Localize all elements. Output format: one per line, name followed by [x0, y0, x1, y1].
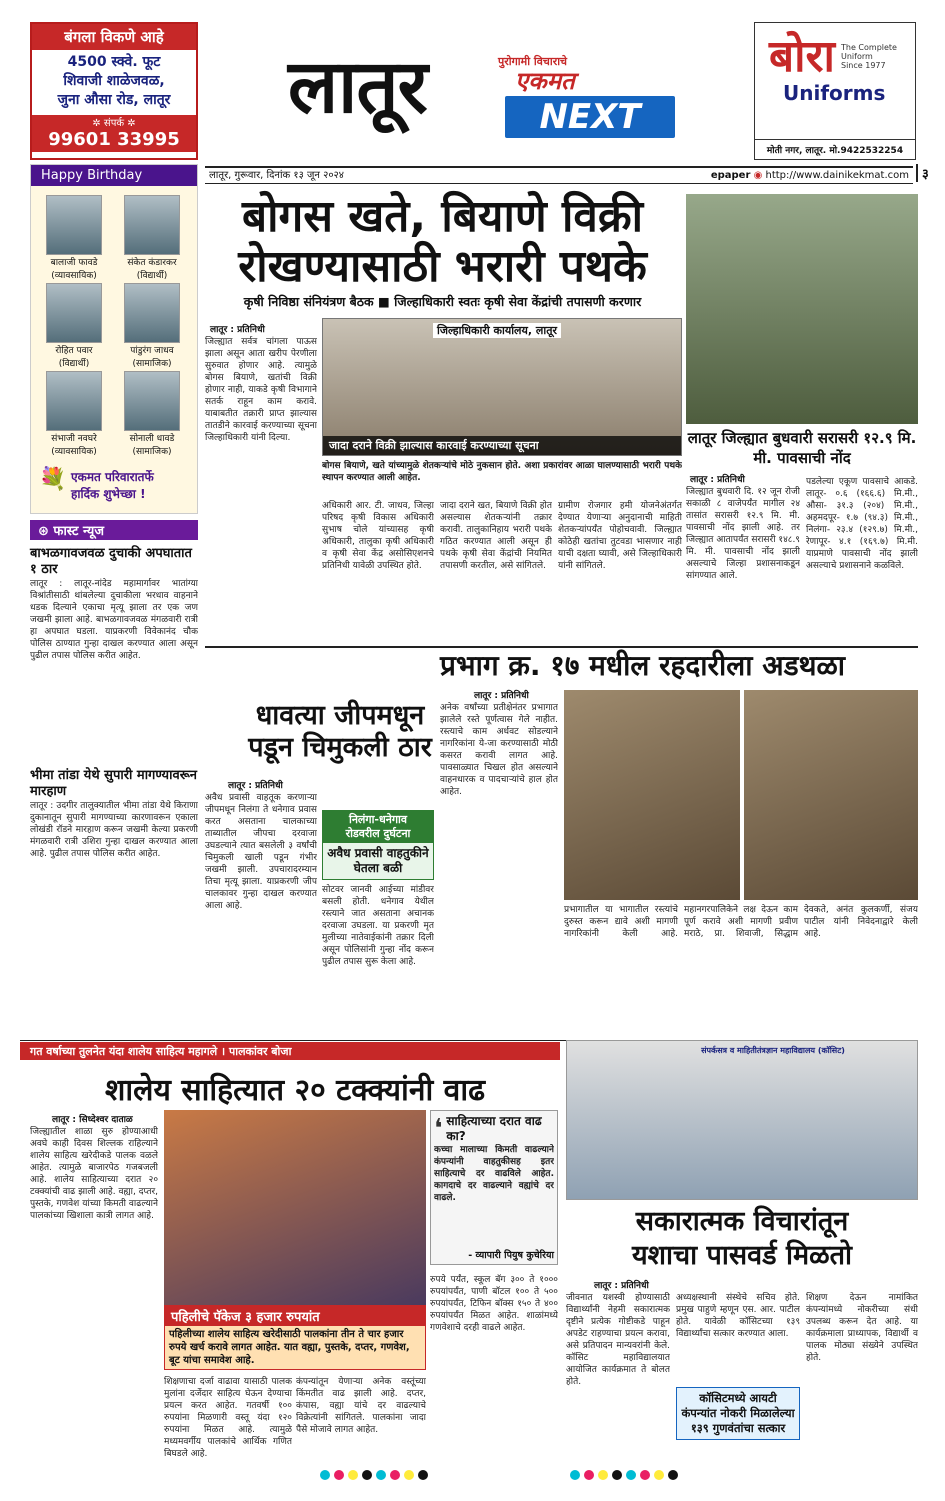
quote-icon: ❛	[434, 1114, 443, 1144]
ward-body: प्रभागातील या भागातील रस्त्यांचे दुरुस्त करून द्यावे अशी मागणी नागरिकांनी केली आहे. महानगरपालिकेने लक्ष देऊन काम पूर्ण करावे अशी मागणी प्रवीण मराठे, प्रा. शिवाजी, सिद्धाम देवकते, अनंत कुलकर्णी, संजय पाटील यांनी निवेदनाद्वारे केली आहे.	[564, 905, 918, 939]
positive-headline: सकारात्मक विचारांतून यशाचा पासवर्ड मिळतो	[631, 1206, 853, 1271]
ad-line: शिवाजी शाळेजवळ,	[63, 73, 165, 89]
rain-headline: लातूर जिल्ह्यात बुधवारी सरासरी १२.९ मि. मी. पावसाची नोंद	[687, 429, 917, 467]
birthday-greeting: एकमत परिवारातर्फे हार्दिक शुभेच्छा !	[71, 470, 154, 501]
jeep-byline: लातूर : प्रतिनिधी	[228, 781, 283, 791]
masthead-next-logo: NEXT	[505, 96, 675, 138]
road-photo	[744, 690, 918, 900]
quote-attribution: - व्यापारी पियुष कुचेरिया	[468, 1250, 554, 1261]
rain-byline: लातूर : प्रतिनिधी	[690, 475, 745, 485]
uniform-address: मोती नगर, लातूर. मो.9422532254	[755, 139, 915, 159]
package-headline: पहिलीचे पॅकेज ३ हजार रुपयांत	[165, 1306, 425, 1326]
birthday-person: पांडुरंग जाधव (सामाजिक)	[119, 283, 185, 369]
lead-byline: लातूर : प्रतिनिधी	[210, 325, 265, 335]
fast-news-header: ⊛ फास्ट न्यूज	[30, 520, 198, 540]
bouquet-icon: 💐	[39, 467, 67, 492]
ad-heading: बंगला विकणे आहे	[32, 24, 196, 50]
meeting-photo	[322, 318, 682, 456]
person-photo	[46, 195, 102, 255]
lead-dek: कृषी निविष्ठा संनियंत्रण बैठक ■ जिल्हाधिकारी स्वतः कृषी सेवा केंद्रांची तपासणी करणार	[243, 294, 642, 309]
positive-body: शिक्षण देऊन नामांकित कंपन्यांमध्ये नोकरीच्या संधी उपलब्ध करून देत आहे. या कार्यक्रमाला प्राध्यापक, विद्यार्थी व पालक मोठ्या संख्येने उपस्थित होते.	[806, 1293, 918, 1363]
jeep-box-head: निलंगा-धनेगाव रोडवरील दुर्घटना	[323, 811, 433, 843]
uniform-logo: बोरा	[769, 31, 835, 82]
news-headline: भीमा तांडा येथे सुपारी मागण्यावरून मारहाण	[30, 768, 198, 799]
birthday-title: Happy Birthday	[31, 165, 197, 186]
positive-body: जीवनात यशस्वी होण्यासाठी विद्यार्थ्यांनी नेहमी सकारात्मक दृष्टीने प्रत्येक गोष्टीकडे पाहून अपडेट राहण्याचा प्रयत्न करावा, असे प्रतिपादन मान्यवरांनी केले. कॉसिट महाविद्यालयात आयोजित कार्यक्रमात ते बोलत होते.	[566, 1293, 670, 1387]
photo-sign: जिल्हाधिकारी कार्यालय, लातूर	[433, 323, 561, 338]
school-body: कंपन्यांतून येणाऱ्या अनेक वस्तूंच्या किंमतीत वाढ झाली आहे. दप्तर, कंपास, वह्या यांचे दर वाढल्याचे विक्रेत्यांनी सांगितले. पालकांना जादा पैसे मोजावे लागत आहेत.	[296, 1377, 426, 1435]
fast-news-list	[30, 546, 198, 1026]
lead-body: जादा दराने खत, बियाणे विक्री होत असल्यास शेतकऱ्यांनी तक्रार करावी. तालुकानिहाय भरारी पथके गठित करण्यात आली असून ही पथके कृषी सेवा केंद्रांची नियमित तपासणी करतील, असे सांगितले.	[440, 501, 552, 571]
masthead-tagline: पुरोगामी विचाराचे	[498, 55, 568, 68]
birthday-person: सोनाली धावडे (सामाजिक)	[119, 371, 185, 457]
jobs-felicitation-box: कॉसिटमध्ये आयटी कंपन्यांत नोकरी मिळालेल्या १३९ गुणवंतांचा सत्कार	[676, 1387, 800, 1440]
school-byline: लातूर : सिध्देश्वर दाताळ	[52, 1115, 133, 1125]
rain-body: जिल्ह्यात बुधवारी दि. १२ जून रोजी सकाळी ८ वाजेपर्यंत मागील २४ तासांत सरासरी १२.९ मि. मी. पावसाची नोंद झाली आहे. तर जिल्ह्यात आतापर्यंत सरासरी १४८.९ मि. मी. पावसाची नोंद झाली असल्याचे जिल्हा प्रशासनाकडून सांगण्यात आले.	[686, 487, 800, 581]
birthday-person: संकेत कंडारकर (विद्यार्थी)	[119, 195, 185, 281]
school-headline: शालेय साहित्यात २० टक्क्यांनी वाढ	[104, 1073, 486, 1108]
birthday-panel	[30, 164, 198, 514]
positive-byline: लातूर : प्रतिनिधी	[594, 1281, 649, 1291]
masthead-title: लातूर	[288, 44, 427, 130]
person-photo	[124, 283, 180, 343]
masthead-paper-name: एकमत	[515, 67, 575, 95]
page-number: ३	[916, 164, 932, 182]
epaper-label: epaper	[710, 170, 751, 181]
issue-date: लातूर, गुरूवार, दिनांक १३ जून २०२४	[209, 170, 344, 181]
color-registration-marks	[320, 1470, 428, 1480]
chevron-icon: ⊛	[38, 524, 54, 539]
school-body: शिक्षणाचा दर्जा वाढावा यासाठी पालक मुलांना दर्जेदार साहित्य घेऊन देण्याचा प्रयत्न करत आहेत. गतवर्षी १०० रुपयांना मिळणारी वस्तू यंदा १२० रुपयांना मिळत आहे. त्यामुळे मध्यमवर्गीय पालकांचे आर्थिक गणित बिघडले आहे.	[164, 1377, 292, 1459]
rain-body: पडलेल्या एकूण पावसाचे आकडे. लातूर- ०.६ (१६६.६) मि.मी., औसा- ३१.३ (२०४) मि.मी., अहमदपूर- १.७ (९४.३) मि.मी., निलंगा- २३.४ (१२९.७) मि.मी., रेणापूर- ४.१ (१६९.७) मि.मी. याप्रमाणे पावसाची नोंद झाली असल्याचे प्रशासनाने कळविले.	[806, 477, 918, 571]
news-body: लातूर : उदगीर तालुक्यातील भीमा तांडा येथे किराणा दुकानातून सुपारी मागण्याच्या कारणावरून एकाला लोखंडी रॉडने मारहाण करून जखमी केल्या प्रकरणी मंगळवारी रात्री उशिरा गुन्हा दाखल करण्यात आला आहे. पुढील तपास पोलिस करीत आहेत.	[30, 801, 198, 859]
jeep-body: अवैध प्रवासी वाहतूक करणाऱ्या जीपमधून निलंगा ते धनेगाव प्रवास करत असताना चालकाच्या ताब्यातील जीपचा दरवाजा उघडल्याने त्यात बसलेली ३ वर्षांची चिमुकली खाली पडून गंभीर जखमी झाली. उपचारादरम्यान तिचा मृत्यू झाला. याप्रकरणी जीप चालकावर गुन्हा दाखल करण्यात आला आहे.	[205, 793, 317, 911]
school-body: जिल्ह्यातील शाळा सुरु होण्याआधी अवघे काही दिवस शिल्लक राहिल्याने शालेय साहित्य खरेदीकडे पालक वळले आहेत. त्यामुळे बाजारपेठ गजबजली आहे. शालेय साहित्याच्या दरात २० टक्क्यांची वाढ झाली आहे. वह्या, दप्तर, पुस्तके, गणवेश यांच्या किमती वाढल्याने पालकांच्या खिशाला कात्री लागत आहे.	[30, 1127, 158, 1221]
news-body: लातूर : लातूर-नांदेड महामार्गावर भातांग्या विश्रांतीसाठी थांबलेल्या दुचाकीला भरधाव वाहनाने धडक दिल्याने एकाचा मृत्यू झाला तर एक जण जखमी झाला आहे. बाभळगावजवळ मंगळवारी रात्री हा अपघात घडला. याप्रकरणी विवेकानंद चौक पोलिस ठाण्यात गुन्हा दाखल करण्यात आला असून पुढील तपास पोलिस करीत आहेत.	[30, 579, 198, 661]
person-photo	[46, 283, 102, 343]
person-photo	[124, 195, 180, 255]
fallen-tree-photo	[686, 194, 918, 424]
quote-body: कच्चा मालाच्या किमती वाढल्याने कंपन्यांनी वाहतुकीसह इतर साहित्याचे दर वाढविले आहेत. कागदाचे दर वाढल्याने वह्यांचे दर वाढले.	[434, 1145, 554, 1203]
jeep-headline: धावत्या जीपमधून पडून चिमुकली ठार	[248, 700, 432, 763]
package-body: पहिलीच्या शालेय साहित्य खरेदीसाठी पालकांना तीन ते चार हजार रुपये खर्च करावे लागत आहेत. यात वह्या, पुस्तके, दप्तर, गणवेश, बूट यांचा समावेश आहे.	[169, 1329, 410, 1366]
road-photo	[564, 690, 740, 900]
ad-line: जुना औसा रोड, लातूर	[57, 92, 171, 108]
jeep-subbox	[322, 810, 434, 880]
school-banner: गत वर्षाच्या तुलनेत यंदा शालेय साहित्य महागले । पालकांवर बोजा	[20, 1042, 560, 1060]
uniform-ad	[754, 22, 916, 160]
divider	[205, 646, 918, 648]
package-box	[164, 1305, 426, 1370]
news-headline: बाभळगावजवळ दुचाकी अपघातात १ ठार	[30, 546, 192, 577]
ad-phone: 99601 33995	[32, 129, 196, 152]
quote-box	[430, 1110, 558, 1265]
lead-headline: बोगस खते, बियाणे विक्री रोखण्यासाठी भरारी पथके	[238, 191, 647, 292]
color-registration-marks	[570, 1470, 678, 1480]
dateline	[205, 166, 913, 184]
epaper-link[interactable]: http://www.dainikekmat.com	[765, 170, 909, 181]
photo-caption: बोगस बियाणे, खते यांच्यामुळे शेतकऱ्यांचे मोठे नुकसान होते. अशा प्रकारांवर आळा घालण्यासाठी भरारी पथके स्थापन करण्यात आली आहेत.	[322, 461, 682, 483]
ward-byline: लातूर : प्रतिनिधी	[474, 691, 529, 701]
person-photo	[46, 371, 102, 431]
jeep-body: सोटवर जानवी आईच्या मांडीवर बसली होती. धनेगाव येथील रस्त्याने जात असताना अचानक दरवाजा उघडला. या प्रकरणी मृत मुलीच्या नातेवाईकांनी तक्रार दिली असून पोलिसांनी गुन्हा नोंद करून पुढील तपास सुरू केला आहे.	[322, 885, 434, 967]
birthday-person: रोहित पवार (विद्यार्थी)	[41, 283, 107, 369]
lead-body: ग्रामीण रोजगार हमी योजनेअंतर्गत देण्यात येणाऱ्या अनुदानाची माहिती शेतकऱ्यांपर्यंत पोहोचवावी. जिल्ह्यात कोठेही खतांचा तुटवडा भासणार नाही याची दक्षता घ्यावी, असे जिल्हाधिकारी यांनी सांगितले.	[558, 501, 682, 571]
globe-icon: ◉	[753, 170, 763, 181]
ad-line: 4500 स्क्वे. फूट	[67, 54, 161, 70]
event-banner: संपर्कसत्र व माहितीतंत्रज्ञान महाविद्यालय (कॉसिट)	[701, 1046, 845, 1055]
property-ad	[30, 22, 198, 160]
ward-headline: प्रभाग क्र. १७ मधील रहदारीला अडथळा	[440, 649, 846, 682]
photo-caption-head: जादा दराने विक्री झाल्यास कारवाई करण्याच्या सूचना	[323, 436, 681, 455]
positive-body: अध्यक्षस्थानी संस्थेचे सचिव होते. प्रमुख पाहुणे म्हणून एस. आर. पाटील होते. यावेळी कॉसिटच्या १३९ विद्यार्थ्यांचा सत्कार करण्यात आला.	[676, 1293, 800, 1339]
jeep-box-sub: अवैध प्रवासी वाहतुकीने घेतला बळी	[327, 846, 429, 875]
uniform-brand: Uniforms	[783, 81, 886, 105]
uniform-tagline: The Complete Uniform Since 1977	[841, 43, 897, 70]
birthday-person: बालाजी फावडे (व्यावसायिक)	[41, 195, 107, 281]
lead-body: अधिकारी आर. टी. जाधव, जिल्हा परिषद कृषी विकास अधिकारी सुभाष चोले यांच्यासह कृषी अधिकारी, तालुका कृषी अधिकारी व कृषी सेवा केंद्र असोसिएशनचे प्रतिनिधी यावेळी उपस्थित होते.	[322, 501, 434, 571]
school-body: रुपये पर्यंत, स्कूल बॅग ३०० ते १००० रुपयांपर्यंत, पाणी बॉटल १०० ते ५०० रुपयांपर्यंत, टिफिन बॉक्स १५० ते ४०० रुपयांपर्यंत मिळत आहेत. शाळांमध्ये गणवेशाचे दरही वाढले आहेत.	[430, 1275, 558, 1333]
ward-body: अनेक वर्षांच्या प्रतीक्षेनंतर प्रभागात झालेले रस्ते पूर्णत्वास गेले नाहीत. रस्त्याचे काम अर्धवट सोडल्याने नागरिकांना ये-जा करण्यासाठी मोठी कसरत करावी लागत आहे. पावसाळ्यात चिखल होत असल्याने वाहनधारक व पादचाऱ्यांचे हाल होत आहेत.	[440, 703, 558, 797]
lead-body: जिल्ह्यात सर्वत्र चांगला पाऊस झाला असून आता खरीप पेरणीला सुरुवात होणार आहे. त्यामुळे बोगस बियाणे, खतांची विक्री होणार नाही, याकडे कृषी विभागाने सतर्क राहून काम करावे. याबाबतीत तक्रारी प्राप्त झाल्यास तातडीने कारवाई करण्याच्या सूचना जिल्हाधिकारी यांनी दिल्या.	[205, 337, 317, 443]
person-photo	[124, 371, 180, 431]
birthday-person: संभाजी नवघरे (व्यावसायिक)	[41, 371, 107, 457]
quote-headline: साहित्याच्या दरात वाढ का?	[446, 1114, 542, 1143]
ad-contact-label: ✲ संपर्क ✲	[32, 115, 196, 129]
event-photo	[566, 1040, 918, 1200]
stationery-shop-photo	[164, 1110, 426, 1305]
